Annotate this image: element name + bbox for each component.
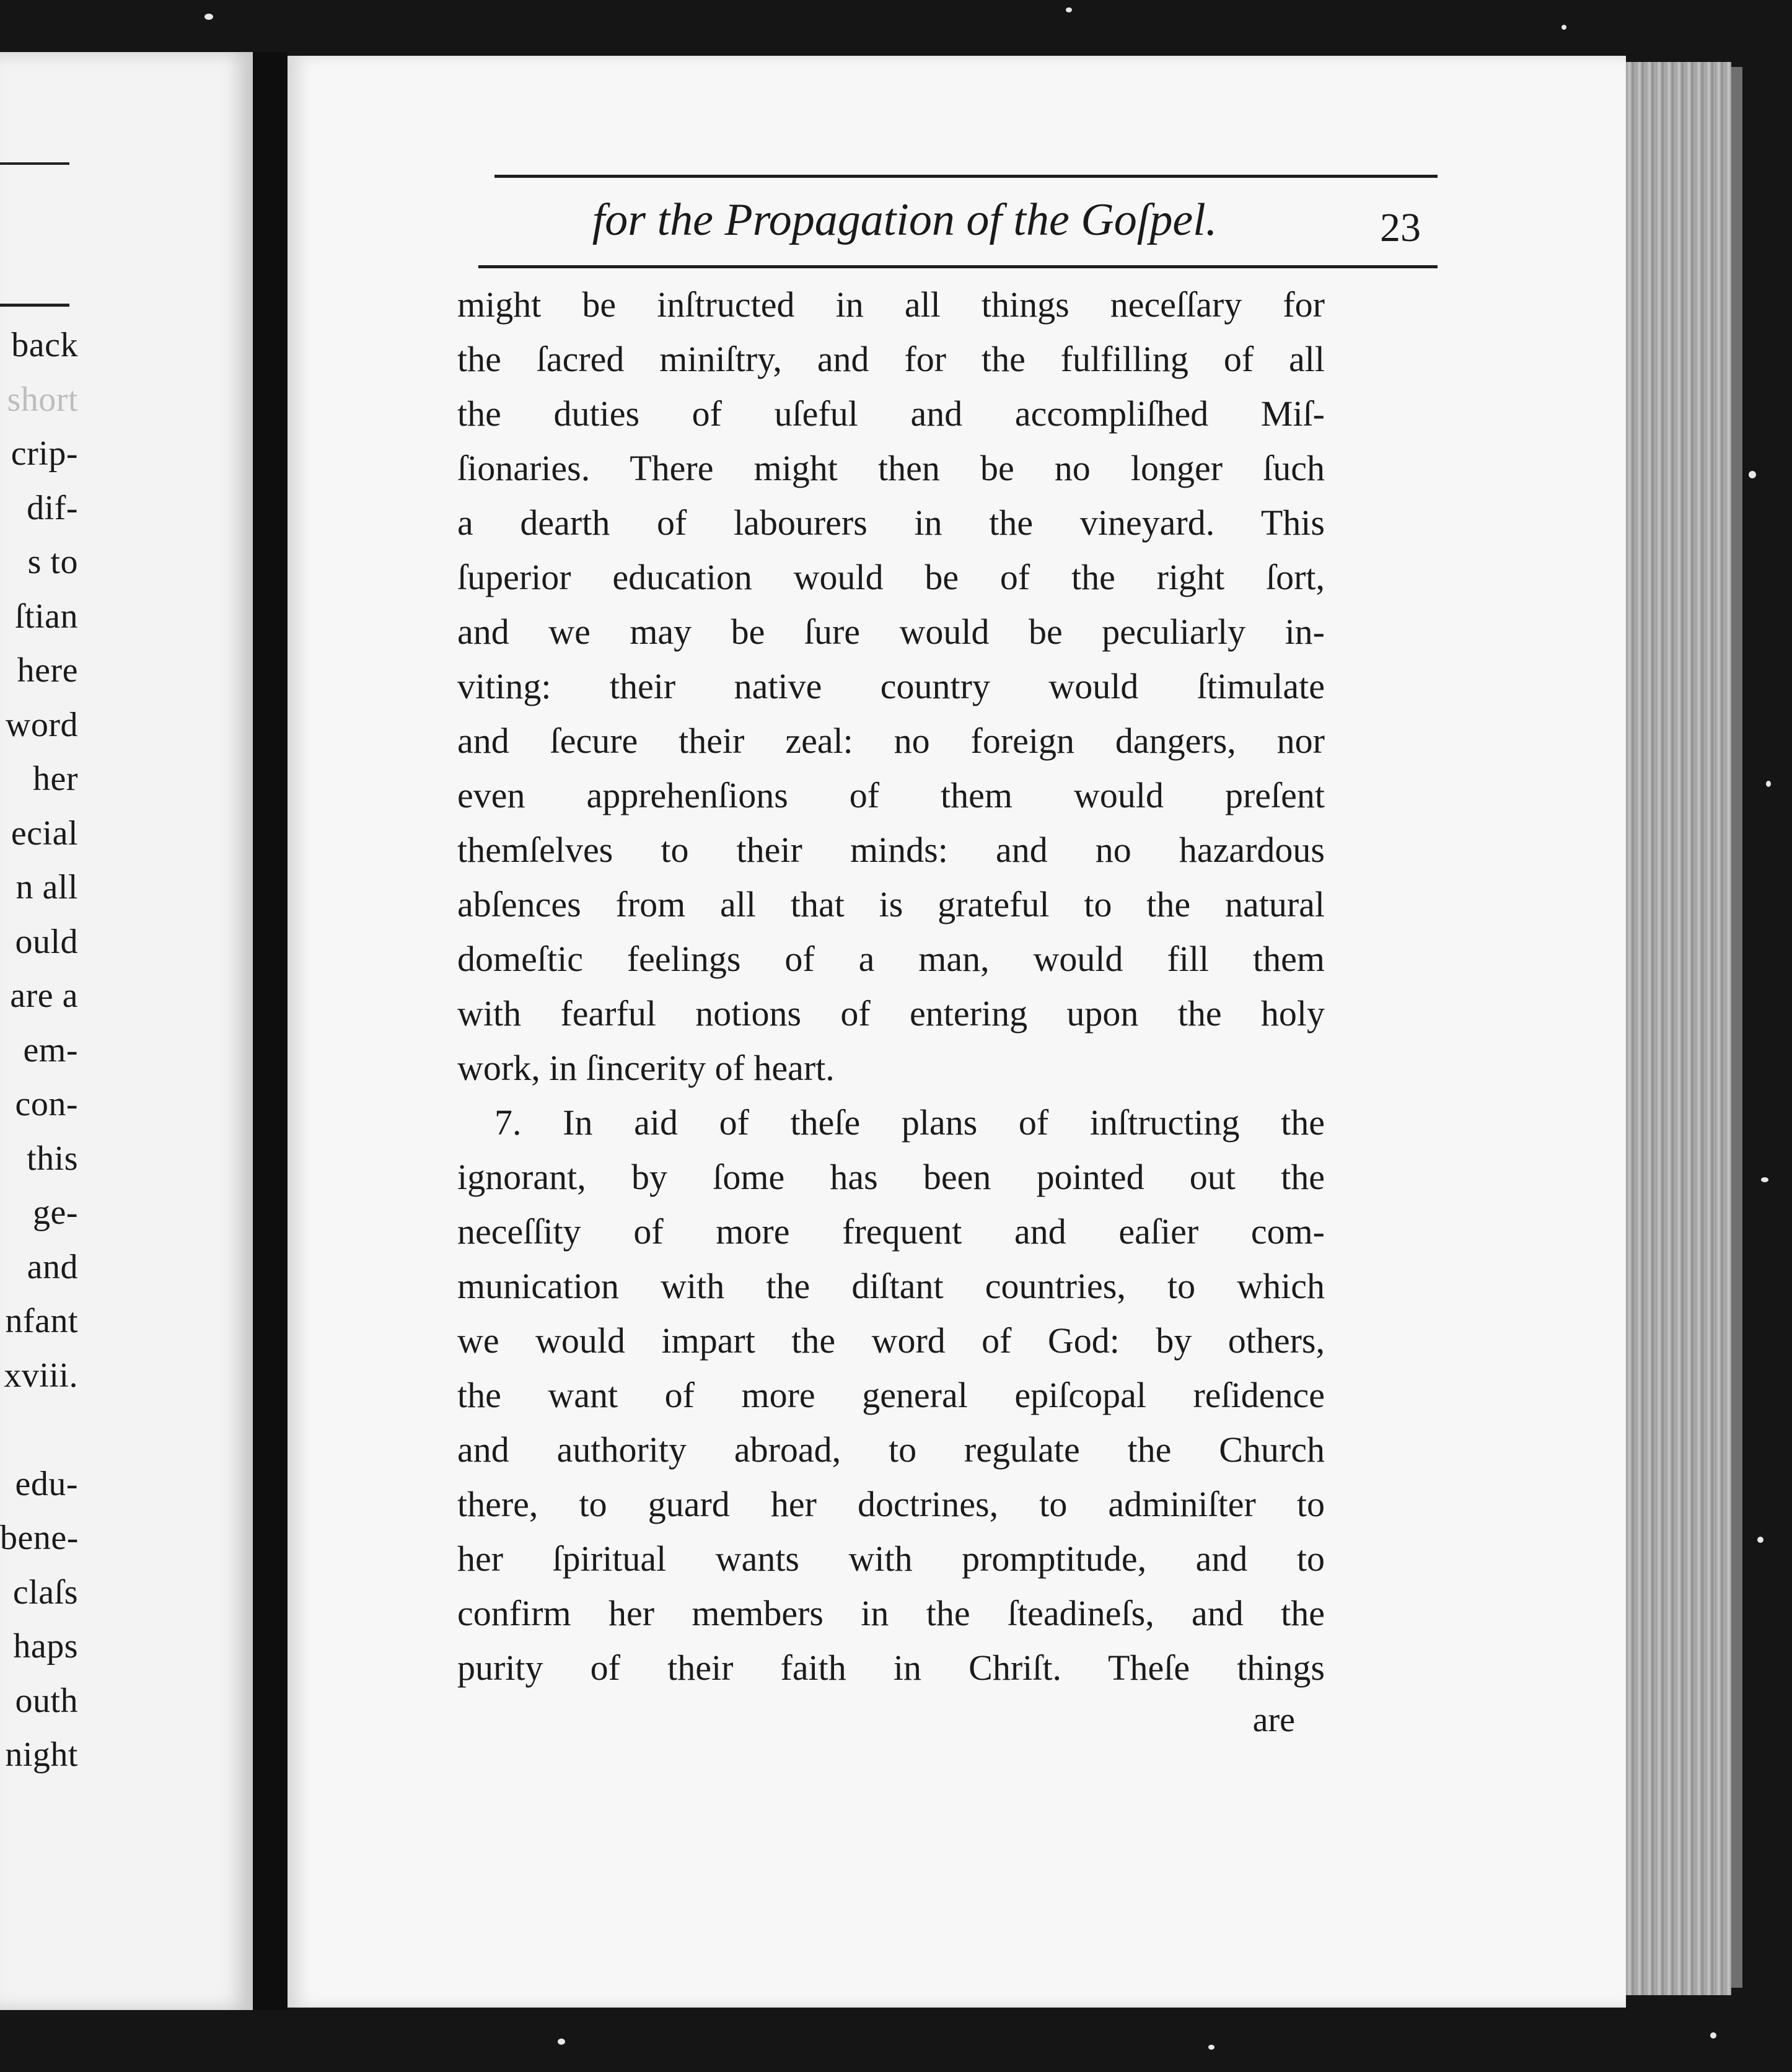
left-page-rule xyxy=(0,162,69,165)
text-line: the ſacred miniſtry, and for the fulfilling of all xyxy=(457,339,1325,379)
left-text-line xyxy=(0,1403,78,1457)
text-line: her ſpiritual wants with promptitude, and to xyxy=(457,1539,1325,1579)
text-line: neceſſity of more frequent and eaſier com- xyxy=(457,1211,1325,1252)
left-text-line: word xyxy=(5,705,78,744)
text-line: a dearth of labourers in the vineyard. This xyxy=(457,503,1325,543)
left-text-line: ecial xyxy=(11,814,78,853)
header-rule-bottom xyxy=(478,265,1438,268)
left-text-line: s to xyxy=(27,543,78,581)
left-text-line: are a xyxy=(10,977,78,1015)
page-number: 23 xyxy=(1380,205,1421,250)
left-text-line: con- xyxy=(15,1085,78,1123)
text-line: munication with the diſtant countries, to which xyxy=(457,1266,1325,1306)
text-line: ſuperior education would be of the right ſort, xyxy=(457,557,1325,597)
left-text-line: her xyxy=(32,760,78,798)
left-text-line: back xyxy=(11,326,78,364)
header-rule-top xyxy=(494,175,1438,178)
left-text-line: here xyxy=(17,651,78,690)
text-line: and ſecure their zeal: no foreign dangers, nor xyxy=(457,721,1325,761)
left-text-line: em- xyxy=(23,1030,78,1069)
paragraph-start-line: 7. In aid of theſe plans of inſtructing the xyxy=(494,1102,1325,1143)
left-text-line: claſs xyxy=(12,1573,78,1612)
left-text-line: dif- xyxy=(27,488,78,527)
left-text-line: ould xyxy=(15,922,78,961)
left-text-line: nfant xyxy=(5,1302,78,1340)
left-text-line: xviii. xyxy=(4,1356,78,1395)
dust-speck xyxy=(204,14,213,20)
text-line: the duties of uſeful and accompliſhed Miſ- xyxy=(457,393,1325,434)
left-text-line: n all xyxy=(15,868,78,906)
left-text-line: ſtian xyxy=(14,597,78,636)
text-line: viting: their native country would ſtimulate xyxy=(457,666,1325,706)
dust-speck xyxy=(1208,2045,1214,2050)
left-text-line: edu- xyxy=(15,1464,78,1503)
left-text-line: this xyxy=(27,1139,78,1178)
dust-speck xyxy=(1710,2032,1716,2039)
text-line: and we may be ſure would be peculiarly in- xyxy=(457,612,1325,652)
text-line: even apprehenſions of them would preſent xyxy=(457,775,1325,815)
text-line: and authority abroad, to regulate the Church xyxy=(457,1429,1325,1470)
left-text-line: short xyxy=(7,380,78,419)
text-line: themſelves to their minds: and no hazardous xyxy=(457,830,1325,870)
dust-speck xyxy=(1761,1177,1768,1182)
text-line: confirm her members in the ſteadineſs, and the xyxy=(457,1593,1325,1633)
catchword: are xyxy=(1252,1701,1295,1739)
page-edges xyxy=(1626,62,1731,1995)
left-text-line: outh xyxy=(15,1681,78,1720)
text-line: domeſtic feelings of a man, would fill them xyxy=(457,939,1325,979)
page-edges-shadow xyxy=(1731,67,1742,1988)
dust-speck xyxy=(1561,25,1566,30)
left-text-line: bene- xyxy=(0,1519,79,1557)
left-page-text xyxy=(0,318,78,1783)
text-line: ſionaries. There might then be no longer ſuch xyxy=(457,448,1325,488)
running-head: for the Propagation of the Goſpel. xyxy=(592,195,1218,245)
book-gutter xyxy=(253,52,288,2010)
text-line: ignorant, by ſome has been pointed out the xyxy=(457,1157,1325,1197)
text-line: we would impart the word of God: by others, xyxy=(457,1320,1325,1361)
text-line: work, in ſincerity of heart. xyxy=(457,1048,835,1088)
dust-speck xyxy=(1766,781,1771,787)
left-text-line: and xyxy=(27,1247,78,1286)
left-text-line: ge- xyxy=(32,1193,78,1232)
left-page xyxy=(0,52,253,2010)
dust-speck xyxy=(1066,7,1072,12)
dust-speck xyxy=(558,2039,565,2045)
left-text-line: crip- xyxy=(11,434,78,473)
dust-speck xyxy=(1757,1537,1763,1543)
text-line: with fearful notions of entering upon the holy xyxy=(457,993,1325,1034)
dust-speck xyxy=(1749,471,1756,478)
left-text-line: night xyxy=(5,1736,78,1774)
text-line: might be inſtructed in all things neceſſary for xyxy=(457,284,1325,325)
text-line: abſences from all that is grateful to the natural xyxy=(457,884,1325,924)
body-text xyxy=(457,278,1325,1695)
text-line: the want of more general epiſcopal reſidence xyxy=(457,1375,1325,1415)
text-line: purity of their faith in Chriſt. Theſe things xyxy=(457,1648,1325,1688)
left-text-line: haps xyxy=(13,1627,78,1666)
text-line: there, to guard her doctrines, to adminiſter to xyxy=(457,1484,1325,1524)
left-page-rule xyxy=(0,304,69,307)
